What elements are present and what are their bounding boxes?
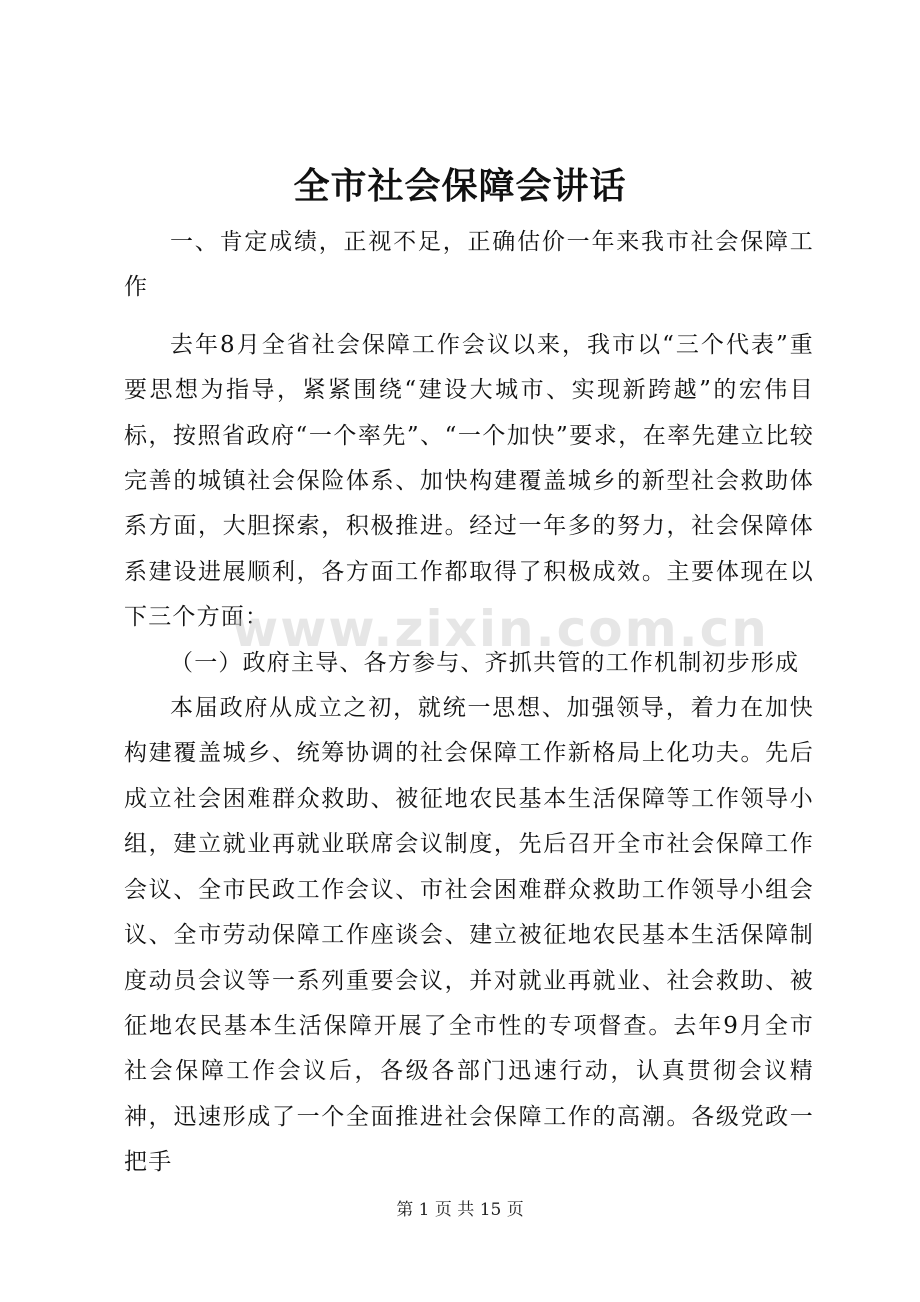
body-paragraph: 本届政府从成立之初，就统一思想、加强领导，着力在加快构建覆盖城乡、统筹协调的社会保障工作新格局上化功夫。先后成立社会困难群众救助、被征地农民基本生活保障等工作领导小组，建立就业再就业联席会议制度，先后召开全市社会保障工作会议、全市民政工作会议、市社会困难群众救助工作领导小组会议、全市劳动保障工作座谈会、建立被征地农民基本生活保障制度动员会议等一系列重要会议，并对就业再就业、社会救助、被征地农民基本生活保障开展了全市性的专项督查。去年9月全市社会保障工作会议后，各级各部门迅速行动，认真贯彻会议精神，迅速形成了一个全面推进社会保障工作的高潮。各级党政一把手 bbox=[124, 695, 814, 1176]
document-body bbox=[124, 220, 814, 1186]
section-heading: 一、肯定成绩，正视不足，正确估价一年来我市社会保障工作 bbox=[124, 229, 814, 301]
page-number-footer: 第 1 页 共 15 页 bbox=[396, 1200, 524, 1220]
watermark-text: www.zixin.com.cn bbox=[232, 600, 769, 658]
subsection-heading: （一）政府主导、各方参与、齐抓共管的工作机制初步形成 bbox=[170, 649, 800, 676]
document-title: 全市社会保障会讲话 bbox=[293, 165, 627, 207]
body-paragraph: 去年8月全省社会保障工作会议以来，我市以“三个代表”重要思想为指导，紧紧围绕“建设大城市、实现新跨越”的宏伟目标，按照省政府“一个率先”、“一个加快”要求，在率先建立比较完善的城镇社会保险体系、加快构建覆盖城乡的新型社会救助体系方面，大胆探索，积极推进。经过一年多的努力，社会保障体系建设进展顺利，各方面工作都取得了积极成效。主要体现在以下三个方面： bbox=[124, 331, 814, 631]
